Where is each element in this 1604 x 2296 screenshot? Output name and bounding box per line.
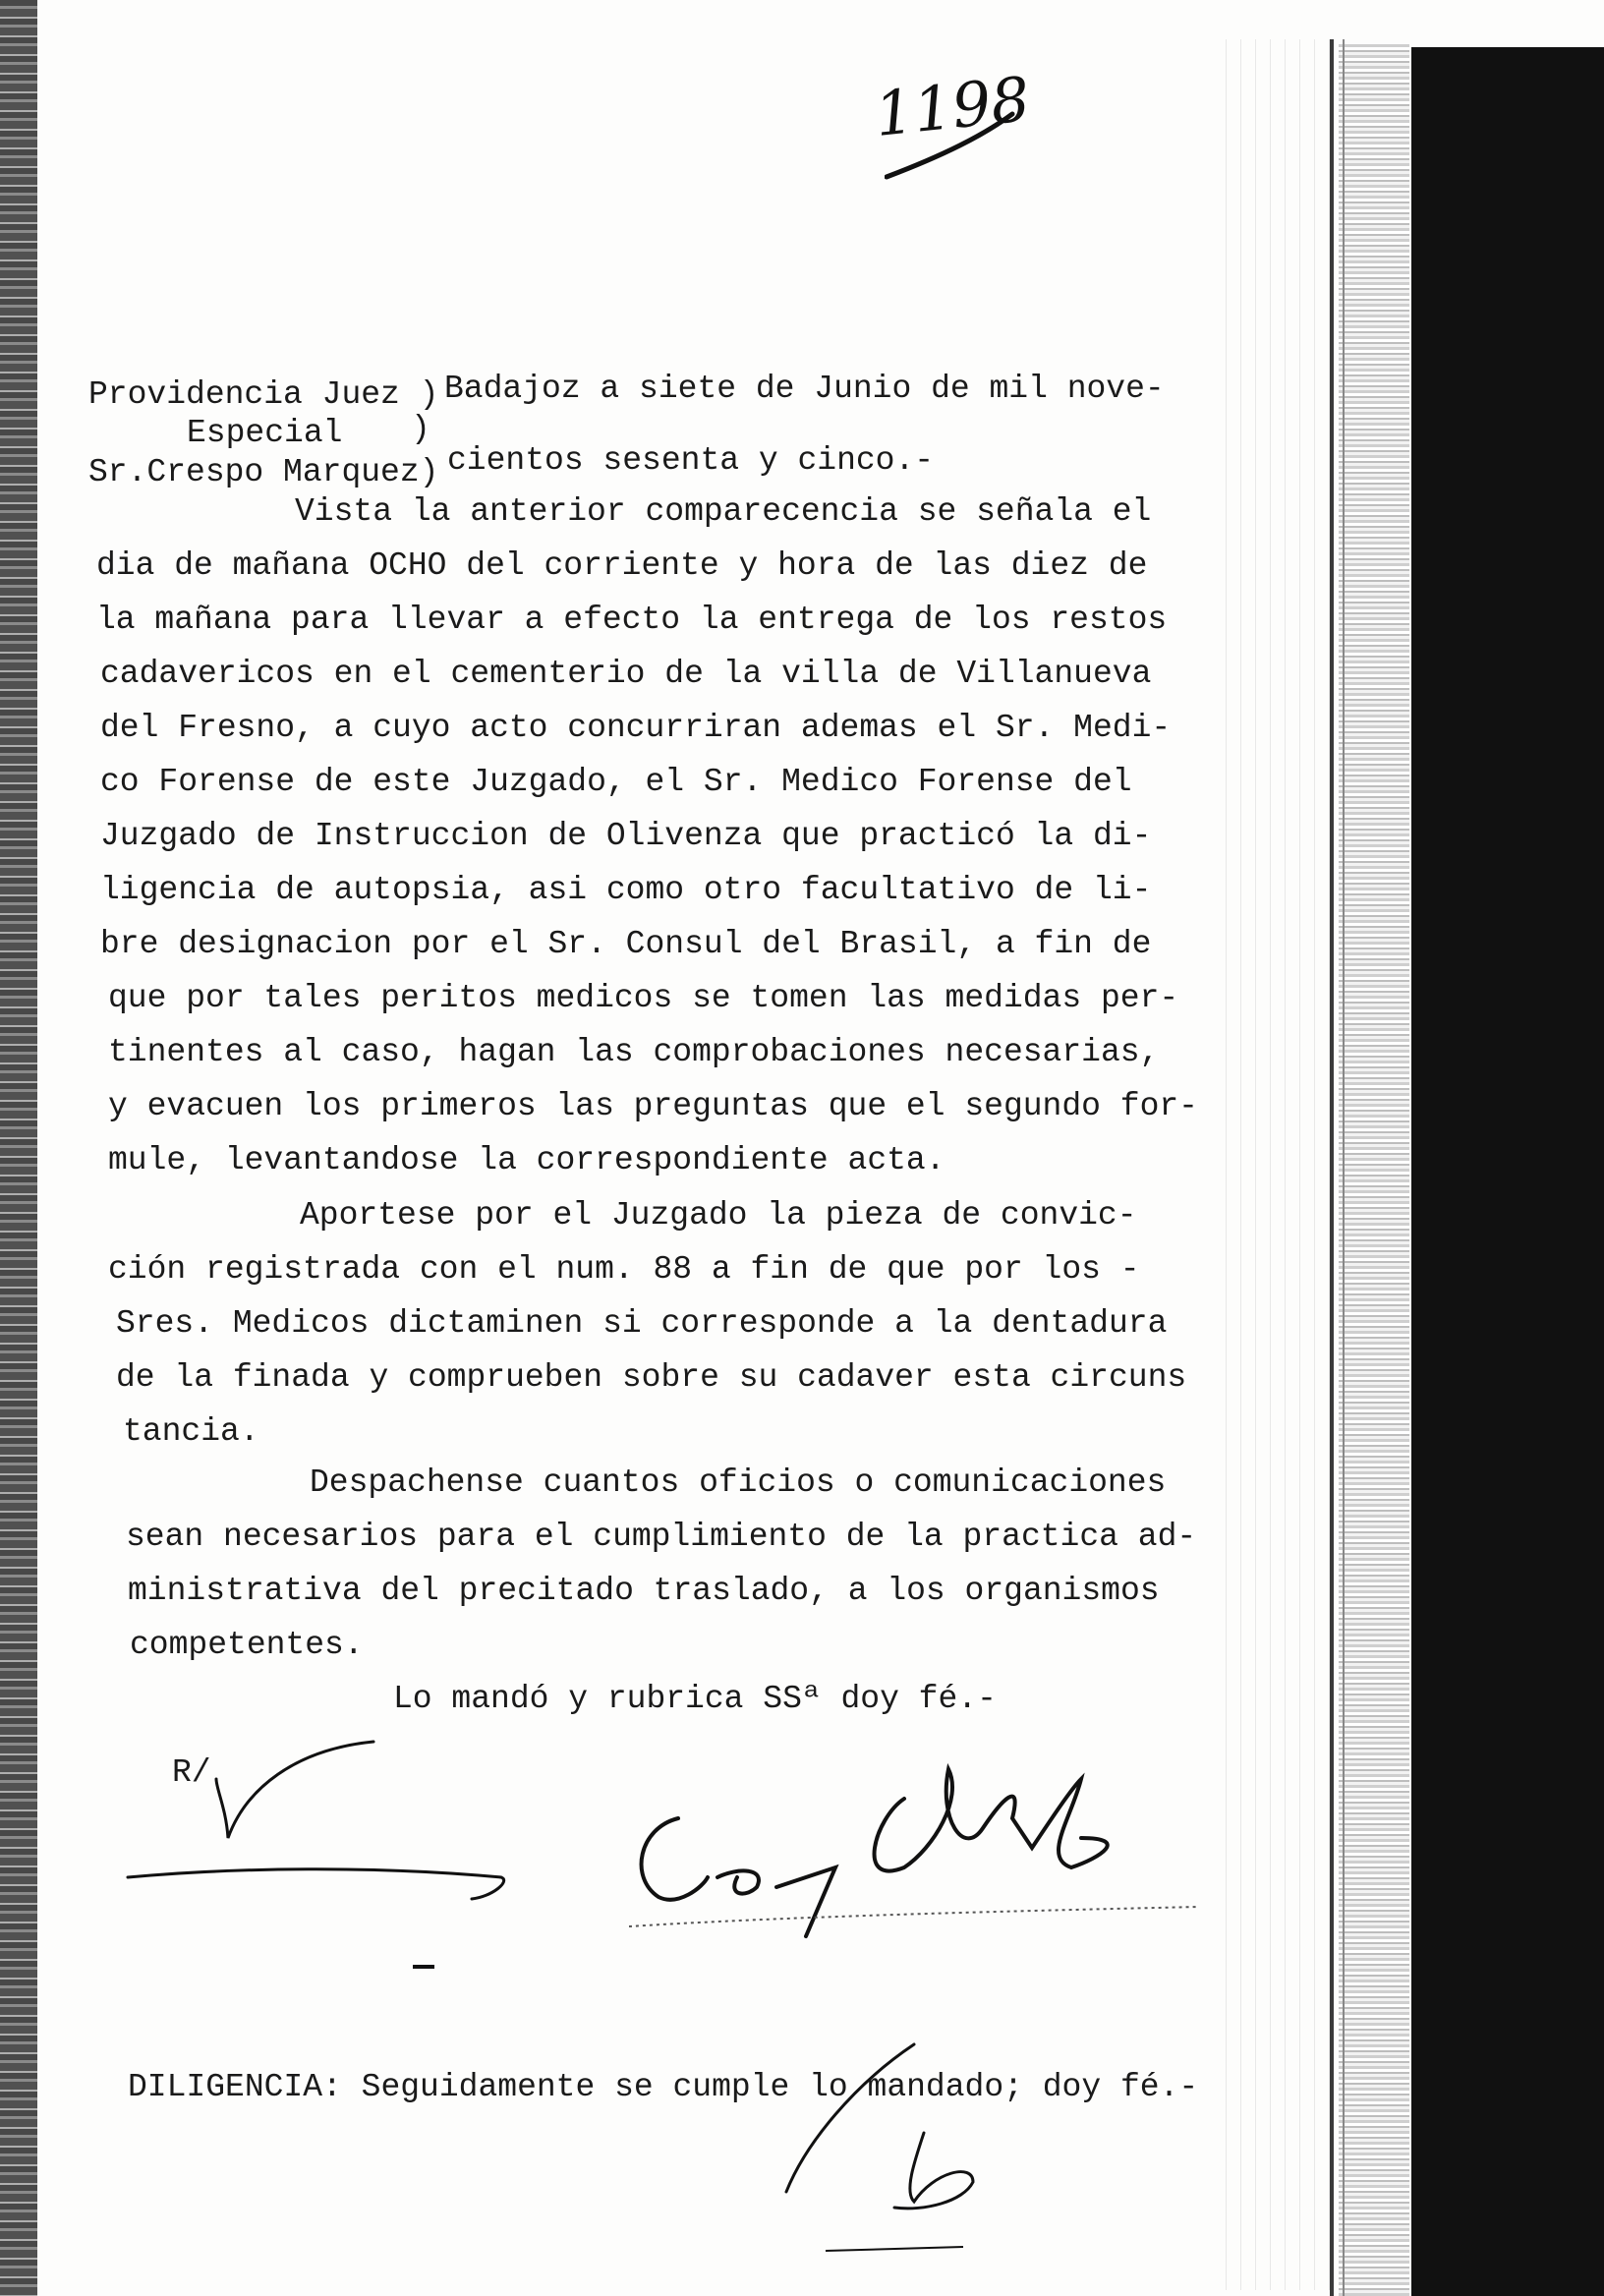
body-line-9: bre designacion por el Sr. Consul del Brasil, a fin de	[100, 926, 1152, 962]
folio-underline-stroke	[885, 106, 1022, 185]
body-line-7: Juzgado de Instruccion de Olivenza que practicó la di-	[100, 818, 1152, 854]
body-line-1: Vista la anterior comparecencia se señala el	[295, 493, 1152, 530]
body-line-8: ligencia de autopsia, asi como otro facultativo de li-	[100, 872, 1152, 908]
scan-band-right	[1339, 44, 1409, 2296]
body-line-6: co Forense de este Juzgado, el Sr. Medico Forense del	[100, 764, 1132, 800]
header-left-line-2: Especial	[187, 415, 343, 451]
body-line-10: que por tales peritos medicos se tomen las medidas per-	[108, 980, 1179, 1016]
scan-edge-right	[1411, 47, 1604, 2296]
body-line-22: competentes.	[130, 1627, 364, 1663]
page-fold-line	[1330, 39, 1334, 2296]
scan-edge-left	[0, 0, 37, 2296]
header-right-line-2: cientos sesenta y cinco.-	[447, 442, 935, 479]
body-line-23: Lo mandó y rubrica SSª doy fé.-	[393, 1681, 997, 1717]
body-line-11: tinentes al caso, hagan las comprobaciones necesarias,	[108, 1034, 1160, 1070]
header-left-line-1: Providencia Juez )	[88, 376, 439, 413]
page-fold-line-secondary	[1343, 39, 1345, 2296]
header-left-bracket: )	[411, 411, 430, 447]
body-line-3: la mañana para llevar a efecto la entrega de los restos	[96, 602, 1168, 638]
body-line-19: Despachense cuantos oficios o comunicaciones	[310, 1464, 1167, 1501]
short-rule	[413, 1965, 434, 1969]
body-line-16: Sres. Medicos dictaminen si corresponde a la dentadura	[116, 1305, 1168, 1342]
body-line-5: del Fresno, a cuyo acto concurriran ademas el Sr. Medi-	[100, 710, 1172, 746]
header-left-line-3: Sr.Crespo Marquez)	[88, 454, 439, 490]
body-line-21: ministrativa del precitado traslado, a los organismos	[128, 1573, 1160, 1609]
header-right-line-1: Badajoz a siete de Junio de mil nove-	[444, 371, 1165, 407]
body-line-17: de la finada y comprueben sobre su cadaver esta circuns	[116, 1359, 1187, 1396]
body-line-20: sean necesarios para el cumplimiento de la practica ad-	[126, 1519, 1197, 1555]
body-line-12: y evacuen los primeros las preguntas que el segundo for-	[108, 1088, 1198, 1124]
folio-number: 1198	[871, 62, 1034, 151]
secretary-signature	[609, 1759, 1219, 1956]
body-line-14: Aportese por el Juzgado la pieza de convic-	[300, 1197, 1137, 1234]
body-line-13: mule, levantandose la correspondiente acta.	[108, 1142, 945, 1178]
diligencia-line: DILIGENCIA: Seguidamente se cumple lo mandado; doy fé.-	[128, 2069, 1199, 2105]
diligencia-signature	[767, 2025, 1022, 2261]
judge-rubric-signature	[118, 1730, 531, 1907]
body-line-4: cadavericos en el cementerio de la villa de Villanueva	[100, 656, 1152, 692]
body-line-15: ción registrada con el num. 88 a fin de que por los -	[108, 1251, 1140, 1288]
body-line-2: dia de mañana OCHO del corriente y hora de las diez de	[96, 547, 1148, 584]
body-line-18: tancia.	[123, 1413, 259, 1450]
scan-noise-right	[1219, 39, 1337, 2290]
rubric-mark: R/	[172, 1754, 211, 1791]
